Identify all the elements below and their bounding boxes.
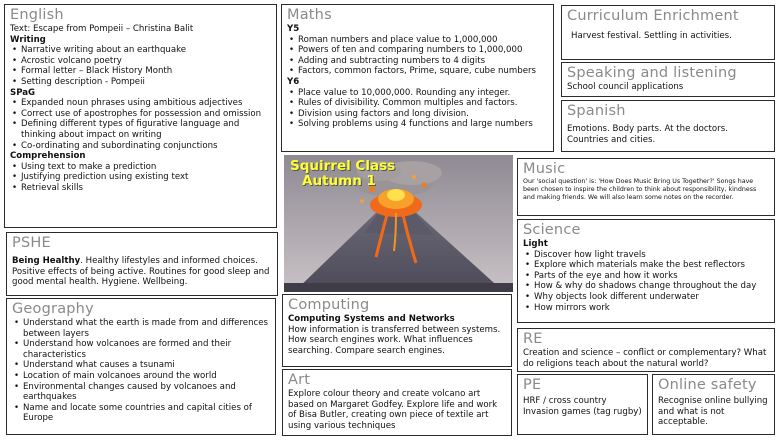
list-item: • Retrieval skills [10,183,271,194]
maths-y6-heading: Y6 [287,76,300,87]
maths-y5-heading: Y5 [287,24,300,34]
english-writing-heading: Writing [10,34,46,45]
english-comprehension-heading: Comprehension [10,151,86,162]
list-item: • Division using factors and long division. [287,109,548,120]
maths-y5-list [287,35,548,77]
geography-list [12,318,270,424]
english-comprehension-list [10,162,271,194]
online-safety-text: Recognise online bullying and what is not acceptable. [658,396,768,428]
re-title: RE [523,331,543,347]
list-item: • Expanded noun phrases using ambitious adjectives [10,98,271,109]
enrichment-title: Curriculum Enrichment [567,8,739,24]
list-item: • Environmental changes caused by volcanoes and earthquakes [12,382,270,403]
list-item: • Explore which materials make the best reflectors [523,260,769,271]
geography-panel [6,298,276,435]
list-item: • Acrostic volcano poetry [10,56,271,67]
geography-title: Geography [12,301,94,317]
re-panel [517,328,775,372]
list-item: • Understand how volcanoes are formed and their characteristics [12,339,270,360]
list-item: • Understand what causes a tsunami [12,360,270,371]
maths-title: Maths [287,7,332,23]
list-item: • Correct use of apostrophes for possession and omission [10,109,271,120]
science-title: Science [523,222,581,238]
list-item: • Adding and subtracting numbers to 4 digits [287,56,548,67]
picture-caption-line2: Autumn 1 [302,173,376,189]
list-item: • Location of main volcanoes around the world [12,371,270,382]
pe-title: PE [523,377,542,393]
pe-text: HRF / cross country Invasion games (tag rugby) [523,396,642,417]
list-item: • Place value to 10,000,000. Rounding any integer. [287,88,548,99]
music-title: Music [523,161,566,177]
spanish-panel [561,100,775,152]
music-panel [517,158,775,216]
list-item: • Solving problems using 4 functions and large numbers [287,119,548,130]
volcano-illustration [284,155,513,292]
pshe-panel [6,232,278,296]
speaking-title: Speaking and listening [567,65,737,81]
pe-panel [517,374,648,435]
list-item: • Using text to make a prediction [10,162,271,173]
science-list [523,250,769,314]
list-item: • Roman numbers and place value to 1,000,000 [287,35,548,46]
list-item: • Justifying prediction using existing text [10,172,271,183]
list-item: • Powers of ten and comparing numbers to 1,000,000 [287,45,548,56]
spanish-text: Emotions. Body parts. At the doctors. Countries and cities. [567,124,728,145]
online-safety-title: Online safety [658,377,757,393]
list-item: • Parts of the eye and how it works [523,271,769,282]
list-item: • How mirrors work [523,303,769,314]
picture-caption-line1: Squirrel Class [290,158,396,174]
english-spag-list [10,98,271,151]
english-panel [4,4,277,228]
computing-sub-heading: Computing Systems and Networks [288,314,455,324]
pshe-title: PSHE [12,235,51,251]
english-text-line: Text: Escape from Pompeii – Christina Balit [10,24,194,34]
maths-y6-list [287,88,548,130]
pshe-bold-text: Being Healthy [12,256,81,266]
enrichment-text: Harvest festival. Settling in activities. [571,31,732,41]
list-item: • Setting description - Pompeii [10,77,271,88]
list-item: • How & why do shadows change throughout the day [523,281,769,292]
list-item: • Name and locate some countries and capital cities of Europe [12,403,270,424]
re-text: Creation and science – conflict or complementary? What do religions teach about the natural world? [523,348,767,369]
art-text: Explore colour theory and create volcano art based on Margaret Godfey. Explore life and work of Bisa Butler, creating own piece of textile art using various techniques [288,389,498,431]
art-title: Art [288,372,311,388]
science-panel [517,219,775,323]
list-item: • Narrative writing about an earthquake [10,45,271,56]
list-item: • Discover how light travels [523,250,769,261]
list-item: • Co-ordinating and subordinating conjunctions [10,141,271,152]
enrichment-panel [561,5,775,60]
speaking-panel [561,62,775,97]
list-item: • Understand what the earth is made from and differences between layers [12,318,270,339]
computing-panel [282,294,512,367]
list-item: • Defining different types of figurative language and thinking about impact on writing [10,119,271,140]
computing-text: How information is transferred between systems. How search engines work. What influences searching. Compare search engines. [288,324,501,356]
list-item: • Factors, common factors, Prime, square, cube numbers [287,66,548,77]
picture-caption [290,159,395,189]
english-writing-list [10,45,271,87]
list-item: • Formal letter – Black History Month [10,66,271,77]
spanish-title: Spanish [567,103,626,119]
online-safety-panel [652,374,775,435]
pshe-text-block [12,256,272,288]
art-panel [282,369,512,436]
pshe-text: . Healthy lifestyles and informed choices. Positive effects of being active. Routines for good sleep and good mental health. Hygiene. Wellbeing. [12,256,270,288]
computing-title: Computing [288,297,370,313]
maths-panel [281,4,554,152]
list-item: • Why objects look different underwater [523,292,769,303]
list-item: • Rules of divisibility. Common multiples and factors. [287,98,548,109]
music-text: Our 'social question' is: 'How Does Music Bring Us Together?' Songs have been chosen to inspire the children to think about responsibility, kindness and making friends. We will also learn some notes on the recorder. [523,178,757,201]
speaking-text: School council applications [567,82,684,92]
english-title: English [10,7,64,23]
english-spag-heading: SPaG [10,87,36,98]
science-sub-heading: Light [523,239,548,249]
